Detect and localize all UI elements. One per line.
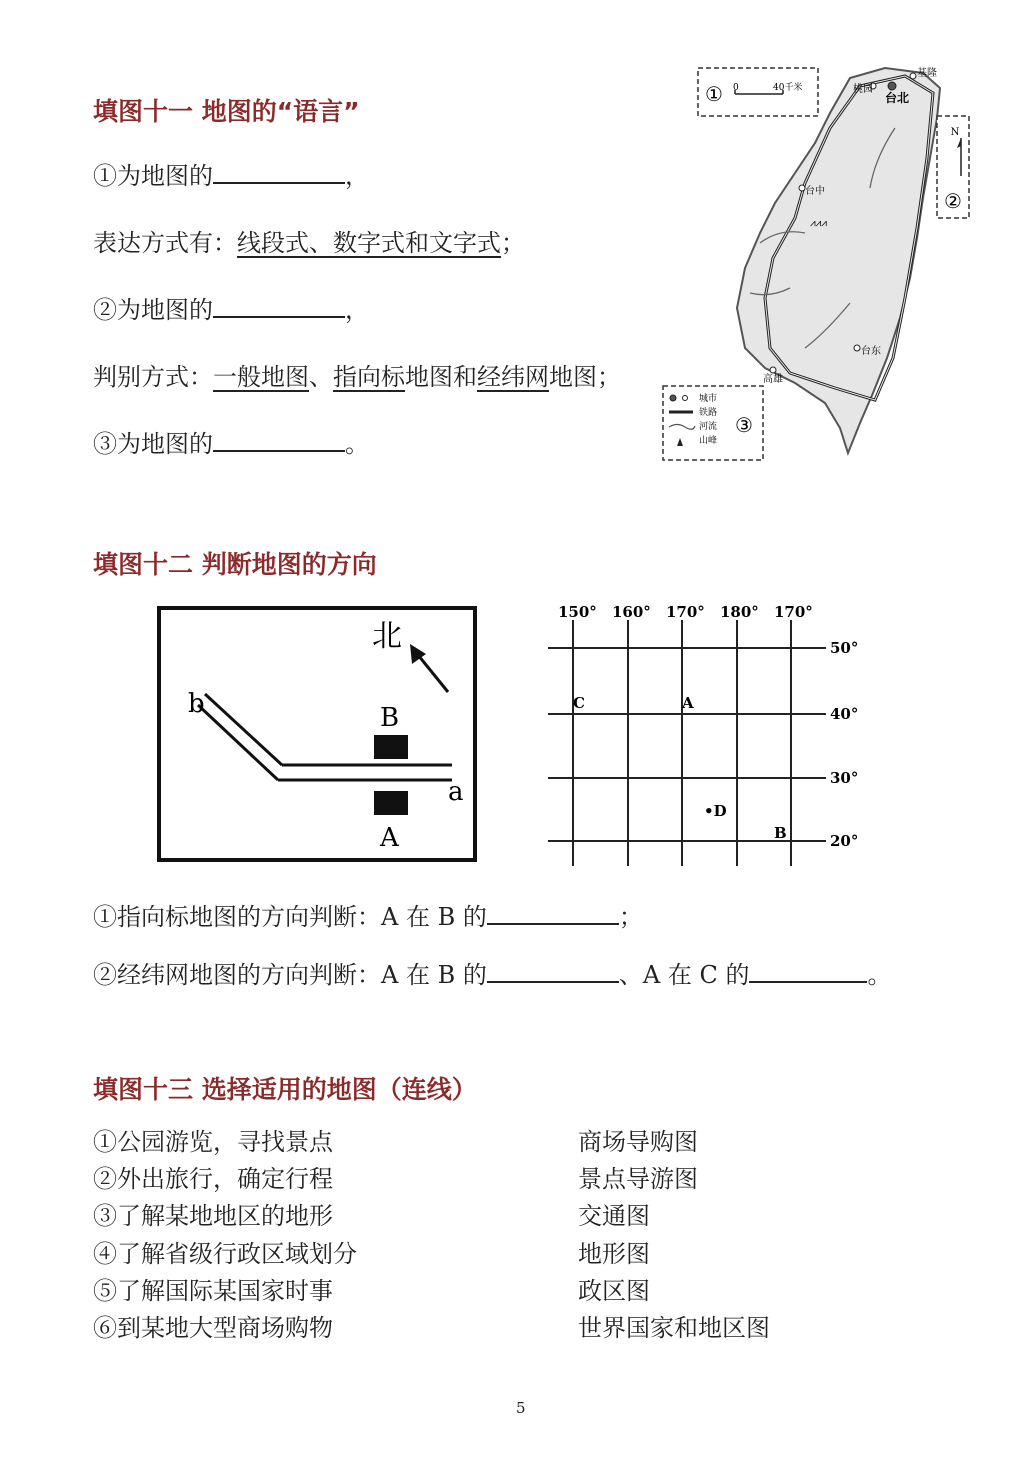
label-1: ① bbox=[705, 82, 723, 106]
pointer-map bbox=[150, 602, 485, 867]
s11-line-3-punct: ， bbox=[345, 296, 369, 324]
s11-line-5-text: ③为地图的 bbox=[93, 430, 213, 458]
road-end-a: a bbox=[448, 777, 464, 807]
match-left-5[interactable]: ⑤了解国际某国家时事 bbox=[93, 1277, 333, 1305]
legend-rail: 铁路 bbox=[699, 408, 718, 418]
lat-label-50: 50° bbox=[830, 639, 859, 657]
s11-line-4-ul-a: 一般地图 bbox=[213, 363, 309, 391]
section-13-title: 填图十三 选择适用的地图（连线） bbox=[93, 1075, 477, 1104]
match-left-1[interactable]: ①公园游览，寻找景点 bbox=[93, 1128, 333, 1156]
building-A bbox=[374, 791, 408, 815]
mountain-marks: ⩘⩘⩘ bbox=[810, 218, 827, 229]
s11-line-4-mid: 地图和 bbox=[405, 363, 477, 391]
s11-line-5-punct: 。 bbox=[345, 430, 369, 458]
city-marker-taibei bbox=[888, 82, 896, 90]
s11-line-1 bbox=[93, 156, 369, 191]
s11-line-4-ul-b: 指向标 bbox=[333, 363, 405, 391]
scale-zero: 0 bbox=[733, 83, 739, 93]
answer-blank-2[interactable] bbox=[213, 294, 345, 318]
section-12-title: 填图十二 判断地图的方向 bbox=[93, 550, 377, 579]
pointer-map-frame bbox=[159, 608, 475, 860]
city-taidong: 台东 bbox=[861, 346, 881, 357]
graticule-map bbox=[540, 598, 870, 868]
s12-q2-punct: 。 bbox=[867, 961, 892, 989]
lon-label-160: 160° bbox=[612, 603, 651, 621]
s12-q2-text: ②经纬网地图的方向判断：A 在 B 的 bbox=[93, 961, 487, 989]
match-left-6[interactable]: ⑥到某地大型商场购物 bbox=[93, 1314, 333, 1342]
s11-line-2-punct: ； bbox=[501, 229, 525, 257]
point-C: C bbox=[573, 694, 585, 712]
answer-blank-4[interactable] bbox=[487, 901, 619, 925]
legend-town-icon bbox=[683, 396, 688, 401]
match-right-2[interactable]: 景点导游图 bbox=[578, 1165, 698, 1193]
s12-q2-mid: 、A 在 C 的 bbox=[618, 961, 750, 989]
match-left-2[interactable]: ②外出旅行，确定行程 bbox=[93, 1165, 333, 1193]
s12-question-2 bbox=[93, 955, 891, 990]
s11-line-2 bbox=[93, 223, 525, 258]
s11-line-3 bbox=[93, 290, 369, 325]
match-right-5[interactable]: 政区图 bbox=[578, 1277, 650, 1305]
s11-line-4-text: 判别方式： bbox=[93, 363, 213, 391]
city-jilong: 基隆 bbox=[917, 68, 937, 79]
answer-blank-1[interactable] bbox=[213, 160, 345, 184]
island-shape bbox=[737, 68, 940, 453]
city-taoyuan: 桃园 bbox=[853, 84, 873, 95]
answer-blank-5[interactable] bbox=[487, 959, 619, 983]
city-marker-gaoxiong bbox=[770, 367, 776, 373]
section-11-title: 填图十一 地图的“语言” bbox=[93, 97, 360, 126]
lon-label-170w: 170° bbox=[774, 603, 813, 621]
match-left-4[interactable]: ④了解省级行政区域划分 bbox=[93, 1240, 357, 1268]
match-right-3[interactable]: 交通图 bbox=[578, 1202, 650, 1230]
city-taibei: 台北 bbox=[885, 91, 910, 105]
city-marker-taidong bbox=[854, 345, 860, 351]
answer-blank-6[interactable] bbox=[749, 959, 867, 983]
lon-label-150: 150° bbox=[558, 603, 597, 621]
match-left-3[interactable]: ③了解某地地区的地形 bbox=[93, 1202, 333, 1230]
s12-q1-text: ①指向标地图的方向判断：A 在 B 的 bbox=[93, 903, 487, 931]
lat-label-40: 40° bbox=[830, 705, 859, 723]
s11-line-1-punct: ， bbox=[345, 162, 369, 190]
taiwan-map bbox=[655, 58, 980, 478]
building-B bbox=[374, 735, 408, 759]
s11-line-2-text: 表达方式有： bbox=[93, 229, 237, 257]
point-A-label: A bbox=[380, 823, 399, 853]
lat-label-20: 20° bbox=[830, 832, 859, 850]
point-B-label: B bbox=[380, 703, 400, 733]
s11-line-5 bbox=[93, 424, 369, 459]
north-n: N bbox=[950, 127, 960, 138]
city-marker-jilong bbox=[910, 73, 916, 79]
page-number: 5 bbox=[516, 1399, 526, 1417]
label-3: ③ bbox=[735, 413, 753, 437]
legend-peak: 山峰 bbox=[699, 436, 718, 446]
s11-line-4-ul-c: 经纬网 bbox=[477, 363, 549, 391]
lat-label-30: 30° bbox=[830, 769, 859, 787]
legend-city: 城市 bbox=[699, 394, 718, 404]
s12-question-1 bbox=[93, 897, 643, 932]
answer-blank-3[interactable] bbox=[213, 428, 345, 452]
road-end-b: b bbox=[188, 689, 205, 719]
scale-text: 40千米 bbox=[773, 83, 803, 93]
s11-line-3-text: ②为地图的 bbox=[93, 296, 213, 324]
s12-q1-punct: ； bbox=[618, 903, 643, 931]
lon-label-180: 180° bbox=[720, 603, 759, 621]
match-right-4[interactable]: 地形图 bbox=[578, 1240, 650, 1268]
point-B: B bbox=[774, 824, 787, 842]
s11-line-4-post: 地图； bbox=[549, 363, 621, 391]
north-label: 北 bbox=[372, 619, 402, 654]
lon-label-170: 170° bbox=[666, 603, 705, 621]
label-2: ② bbox=[944, 189, 962, 213]
s11-line-1-text: ①为地图的 bbox=[93, 162, 213, 190]
legend-river: 河流 bbox=[699, 422, 718, 432]
s11-line-4-sep: 、 bbox=[309, 363, 333, 391]
match-right-1[interactable]: 商场导购图 bbox=[578, 1128, 698, 1156]
point-D: •D bbox=[704, 802, 727, 820]
city-gaoxiong: 高雄 bbox=[763, 374, 783, 385]
point-A: A bbox=[682, 694, 694, 712]
s11-line-2-underlined: 线段式、数字式和文字式 bbox=[237, 229, 501, 257]
city-taizhong: 台中 bbox=[805, 186, 825, 197]
match-right-6[interactable]: 世界国家和地区图 bbox=[578, 1314, 770, 1342]
legend-city-icon bbox=[670, 395, 676, 401]
s11-line-4 bbox=[93, 357, 621, 392]
